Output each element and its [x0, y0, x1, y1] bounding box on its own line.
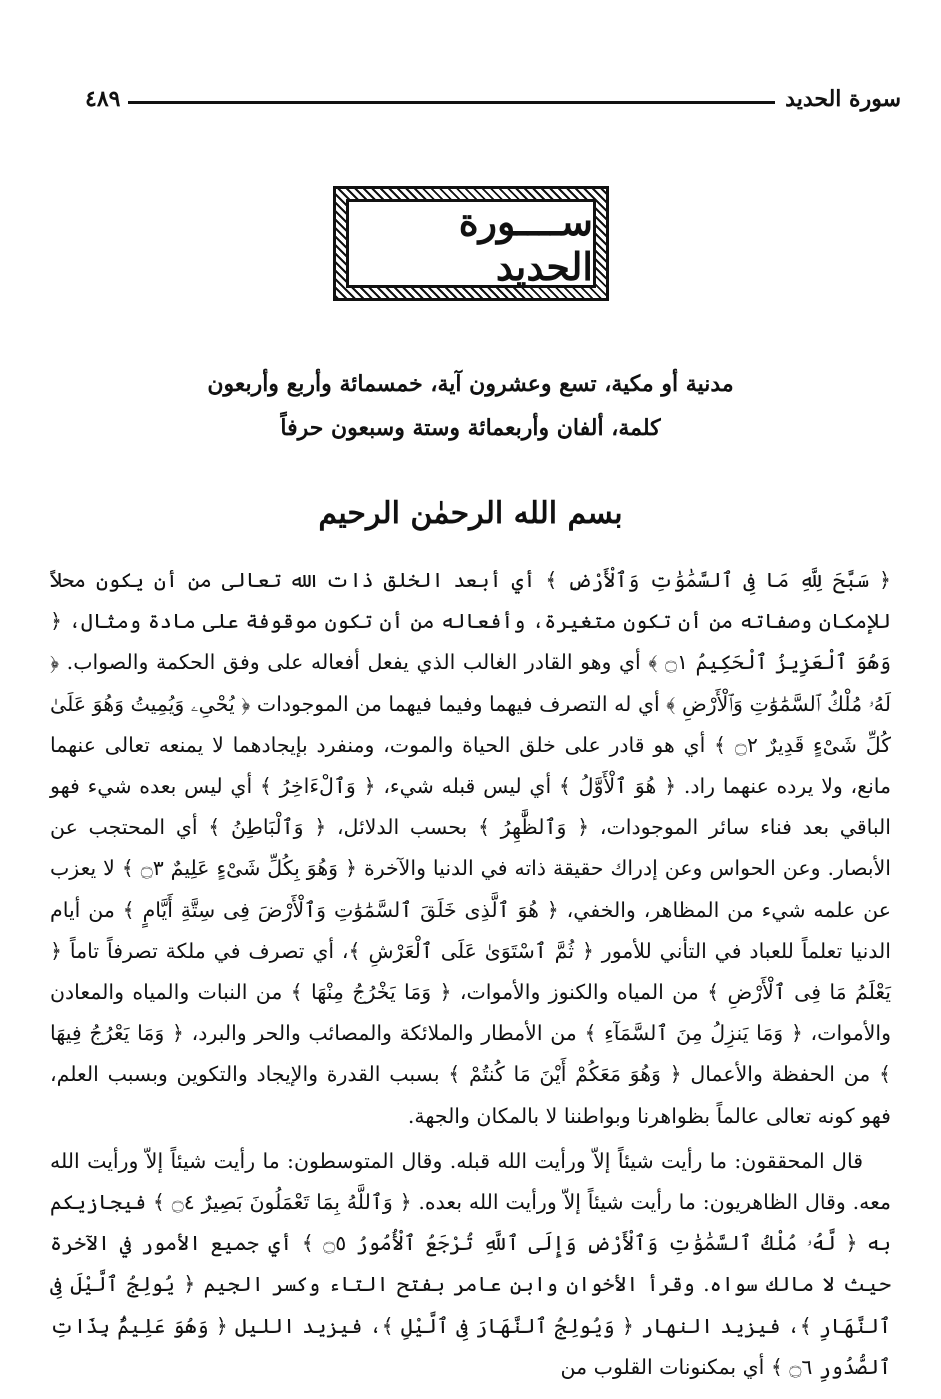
- header-rule: [128, 101, 775, 104]
- commentary-paragraph: قال المحققون: ما رأيت شيئاً إلاّ ورأيت الله قبله. وقال المتوسطون: ما رأيت شيئاً إلاّ ورأيت الله معه. وقال الظاهريون: ما رأيت شيئاً إلاّ ورأيت الله بعده. ﴿ وَٱللَّهُ بِمَا تَعْمَلُونَ بَصِيرٌ ۝٤ ﴾ فيجازيكم به ﴿ لَّهُۥ مُلْكُ ٱلسَّمَٰوَٰتِ وَٱلْأَرْضِ وَإِلَى ٱللَّهِ تُرْجَعُ ٱلْأُمُورُ ۝٥ ﴾ أي جميع الأمور في الآخرة حيث لا مالك سواه. وقرأ الأخوان وابن عامر بفتح التاء وكسر الجيم ﴿ يُولِجُ ٱلَّيْلَ فِى ٱلنَّهَارِ ﴾، فيزيد النهار ﴿ وَيُولِجُ ٱلنَّهَارَ فِى ٱلَّيْلِ ﴾، فيزيد الليل ﴿ وَهُوَ عَلِيمٌۢ بِذَاتِ ٱلصُّدُورِ ۝٦ ﴾ أي بمكنونات القلوب من: [50, 1148, 891, 1379]
- commentary-body: [50, 560, 891, 1388]
- header-surah-name: سورة الحديد: [785, 86, 901, 112]
- surah-intro: مدنية أو مكية، تسع وعشرون آية، خمسمائة وأربع وأربعون كلمة، ألفان وأربعمائة وستة وسبعون حرفاً: [207, 371, 734, 441]
- commentary-paragraph: ﴿ سَبَّحَ لِلَّهِ مَا فِى ٱلسَّمَٰوَٰتِ وَٱلْأَرْضِ ﴾ أي أبعد الخلق ذات الله تعالى من أن يكون محلاً للإمكان وصفاته من أن تكون متغيرة، وأفعاله من أن تكون موقوفة على مادة ومثال، ﴿ وَهُوَ ٱلْعَزِيزُ ٱلْحَكِيمُ ۝١ ﴾ أي وهو القادر الغالب الذي يفعل أفعاله على وفق الحكمة والصواب. ﴿ لَهُۥ مُلْكُ ٱلسَّمَٰوَٰتِ وَٱلْأَرْضِ ﴾ أي له التصرف فيهما وفيما فيهما من الموجودات ﴿ يُحْىِۦ وَيُمِيتُ وَهُوَ عَلَىٰ كُلِّ شَىْءٍ قَدِيرٌ ۝٢ ﴾ أي هو قادر على خلق الحياة والموت، ومنفرد بإيجادهما لا يمنعه تعالى عنهما مانع، ولا يرده عنهما راد. ﴿ هُوَ ٱلْأَوَّلُ ﴾ أي ليس قبله شيء، ﴿ وَٱلْءَاخِرُ ﴾ أي ليس بعده شيء فهو الباقي بعد فناء سائر الموجودات، ﴿ وَٱلظَّٰهِرُ ﴾ بحسب الدلائل، ﴿ وَٱلْبَاطِنُ ﴾ أي المحتجب عن الأبصار. وعن الحواس وعن إدراك حقيقة ذاته في الدنيا والآخرة ﴿ وَهُوَ بِكُلِّ شَىْءٍ عَلِيمٌ ۝٣ ﴾ لا يعزب عن علمه شيء من المظاهر، والخفي، ﴿ هُوَ ٱلَّذِى خَلَقَ ٱلسَّمَٰوَٰتِ وَٱلْأَرْضَ فِى سِتَّةِ أَيَّامٍ ﴾ من أيام الدنيا تعلماً للعباد في التأني للأمور ﴿ ثُمَّ ٱسْتَوَىٰ عَلَى ٱلْعَرْشِ ﴾، أي تصرف في ملكة تصرفاً تاماً ﴿ يَعْلَمُ مَا فِى ٱلْأَرْضِ ﴾ من المياه والكنوز والأموات، ﴿ وَمَا يَخْرُجُ مِنْهَا ﴾ من النبات والمياه والمعادن والأموات، ﴿ وَمَا يَنزِلُ مِنَ ٱلسَّمَآءِ ﴾ من الأمطار والملائكة والمصائب والحر والبرد، ﴿ وَمَا يَعْرُجُ فِيهَا ﴾ من الحفظة والأعمال ﴿ وَهُوَ مَعَكُمْ أَيْنَ مَا كُنتُمْ ﴾ بسبب القدرة والإيجاد والتكوين وبسبب العلم، فهو كونه تعالى عالماً بظواهرنا وبواطننا لا بالمكان والجهة.: [50, 568, 892, 1128]
- surah-title: ســــورة الحديد: [458, 198, 593, 289]
- basmala: بسم الله الرحمٰن الرحيم: [318, 496, 623, 531]
- surah-title-box: [346, 199, 596, 288]
- running-header: [85, 84, 901, 114]
- page-number: ٤٨٩: [85, 86, 121, 112]
- surah-title-frame: [333, 186, 609, 301]
